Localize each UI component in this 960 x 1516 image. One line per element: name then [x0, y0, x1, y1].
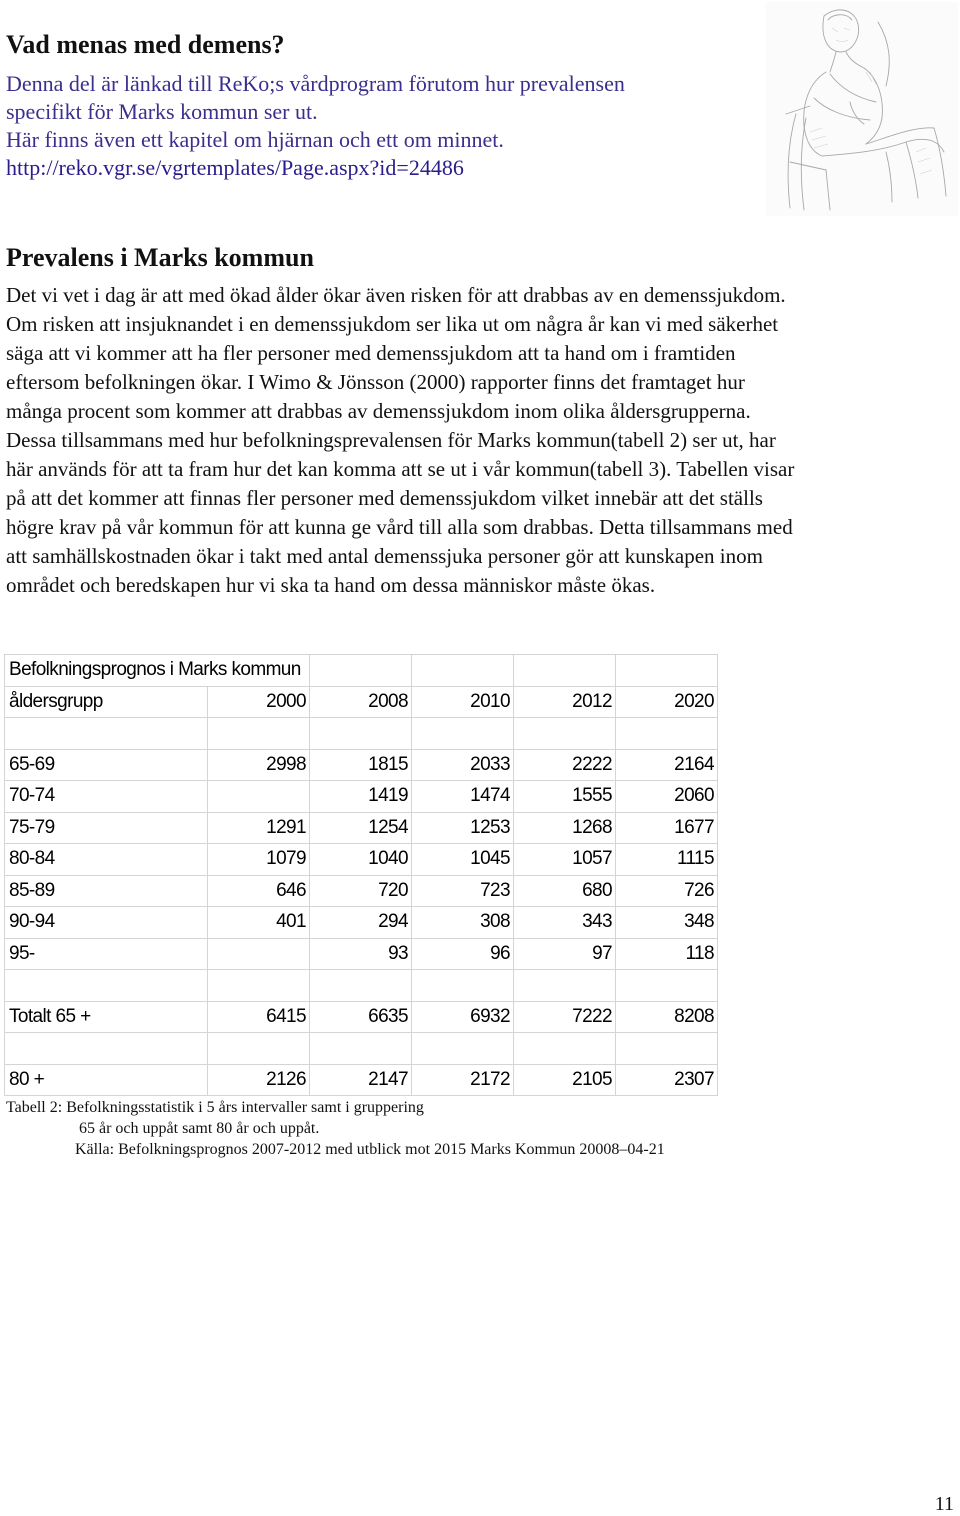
- value-cell: 1815: [310, 749, 412, 781]
- value-cell: [412, 718, 514, 750]
- value-cell: 8208: [616, 1001, 718, 1033]
- intro-paragraph: [6, 70, 746, 182]
- age-group-cell: 80 +: [5, 1064, 208, 1096]
- column-header-year: 2000: [208, 686, 310, 718]
- table-cell: [616, 655, 718, 687]
- paragraph-line: på att det kommer att finnas fler personer med demenssjukdom vilket innebär att det ställs: [6, 486, 763, 510]
- value-cell: 7222: [514, 1001, 616, 1033]
- value-cell: 6932: [412, 1001, 514, 1033]
- section-heading-prevalence: Prevalens i Marks kommun: [6, 243, 314, 272]
- value-cell: 401: [208, 907, 310, 939]
- table-row: [5, 812, 718, 844]
- value-cell: [208, 781, 310, 813]
- value-cell: 1253: [412, 812, 514, 844]
- value-cell: 1291: [208, 812, 310, 844]
- value-cell: 348: [616, 907, 718, 939]
- section-heading-dementia: Vad menas med demens?: [6, 30, 285, 59]
- value-cell: 2164: [616, 749, 718, 781]
- population-forecast-table: [4, 654, 718, 1096]
- column-header-year: 2010: [412, 686, 514, 718]
- value-cell: 1677: [616, 812, 718, 844]
- table-header-row: [5, 686, 718, 718]
- value-cell: 723: [412, 875, 514, 907]
- value-cell: [616, 970, 718, 1002]
- intro-line: Denna del är länkad till ReKo;s vårdprogram förutom hur prevalensen: [6, 71, 625, 96]
- table-cell: [310, 655, 412, 687]
- value-cell: 2060: [616, 781, 718, 813]
- column-header-year: 2012: [514, 686, 616, 718]
- age-group-cell: Totalt 65 +: [5, 1001, 208, 1033]
- value-cell: [514, 1033, 616, 1065]
- table-row: [5, 718, 718, 750]
- value-cell: 343: [514, 907, 616, 939]
- value-cell: 118: [616, 938, 718, 970]
- value-cell: 2172: [412, 1064, 514, 1096]
- pencil-sketch-seated-woman-illustration: [766, 2, 958, 216]
- value-cell: 1115: [616, 844, 718, 876]
- caption-source: Källa: Befolkningsprognos 2007-2012 med utblick mot 2015 Marks Kommun 20008–04-21: [75, 1141, 665, 1158]
- value-cell: 1474: [412, 781, 514, 813]
- value-cell: 294: [310, 907, 412, 939]
- age-group-cell: 75-79: [5, 812, 208, 844]
- value-cell: [208, 1033, 310, 1065]
- age-group-cell: [5, 970, 208, 1002]
- intro-line: Här finns även ett kapitel om hjärnan och ett om minnet.: [6, 127, 504, 152]
- value-cell: [310, 718, 412, 750]
- column-header-year: 2020: [616, 686, 718, 718]
- value-cell: 2998: [208, 749, 310, 781]
- age-group-cell: 85-89: [5, 875, 208, 907]
- table-row: [5, 1001, 718, 1033]
- value-cell: [310, 970, 412, 1002]
- table-row: [5, 875, 718, 907]
- value-cell: 97: [514, 938, 616, 970]
- value-cell: 2307: [616, 1064, 718, 1096]
- table-cell: [412, 655, 514, 687]
- value-cell: 1040: [310, 844, 412, 876]
- caption-line: 65 år och uppåt samt 80 år och uppåt.: [79, 1120, 320, 1137]
- value-cell: 308: [412, 907, 514, 939]
- value-cell: 680: [514, 875, 616, 907]
- column-header-year: 2008: [310, 686, 412, 718]
- value-cell: 720: [310, 875, 412, 907]
- value-cell: 1045: [412, 844, 514, 876]
- paragraph-line: högre krav på vår kommun för att kunna ge vård till alla som drabbas. Detta tillsammans med: [6, 515, 793, 539]
- population-forecast-table-wrapper: [4, 654, 718, 1096]
- value-cell: [514, 970, 616, 1002]
- value-cell: 2147: [310, 1064, 412, 1096]
- table-caption: [6, 1097, 665, 1160]
- value-cell: 646: [208, 875, 310, 907]
- value-cell: 93: [310, 938, 412, 970]
- prevalence-paragraph: [6, 281, 946, 600]
- value-cell: [616, 718, 718, 750]
- table-row: [5, 844, 718, 876]
- value-cell: 6635: [310, 1001, 412, 1033]
- paragraph-line: Dessa tillsammans med hur befolkningsprevalensen för Marks kommun(tabell 2) ser ut, har: [6, 428, 776, 452]
- value-cell: 1419: [310, 781, 412, 813]
- paragraph-line: eftersom befolkningen ökar. I Wimo & Jönsson (2000) rapporter finns det framtaget hur: [6, 370, 745, 394]
- value-cell: [412, 970, 514, 1002]
- value-cell: 1555: [514, 781, 616, 813]
- age-group-cell: 95-: [5, 938, 208, 970]
- value-cell: 96: [412, 938, 514, 970]
- intro-line: specifikt för Marks kommun ser ut.: [6, 99, 318, 124]
- value-cell: [208, 938, 310, 970]
- table-row: [5, 907, 718, 939]
- value-cell: [412, 1033, 514, 1065]
- value-cell: [514, 718, 616, 750]
- table-row: [5, 781, 718, 813]
- value-cell: 2222: [514, 749, 616, 781]
- paragraph-line: Det vi vet i dag är att med ökad ålder ökar även risken för att drabbas av en demenssjukdom.: [6, 283, 786, 307]
- caption-line: Tabell 2: Befolkningsstatistik i 5 års intervaller samt i gruppering: [6, 1099, 424, 1116]
- table-row: [5, 1033, 718, 1065]
- page-number: 11: [934, 1493, 954, 1515]
- age-group-cell: 70-74: [5, 781, 208, 813]
- value-cell: 6415: [208, 1001, 310, 1033]
- age-group-cell: 90-94: [5, 907, 208, 939]
- table-row: [5, 938, 718, 970]
- table-title: Befolkningsprognos i Marks kommun: [5, 655, 310, 687]
- value-cell: 1079: [208, 844, 310, 876]
- paragraph-line: många procent som kommer att drabbas av demenssjukdom inom olika åldersgrupperna.: [6, 399, 751, 423]
- value-cell: 1254: [310, 812, 412, 844]
- column-header-age-group: åldersgrupp: [5, 686, 208, 718]
- table-title-row: [5, 655, 718, 687]
- value-cell: [208, 718, 310, 750]
- table-cell: [514, 655, 616, 687]
- value-cell: 2126: [208, 1064, 310, 1096]
- table-row: [5, 1064, 718, 1096]
- paragraph-line: här används för att ta fram hur det kan komma att se ut i vår kommun(tabell 3). Tabellen visar: [6, 457, 795, 481]
- value-cell: [208, 970, 310, 1002]
- age-group-cell: 65-69: [5, 749, 208, 781]
- value-cell: 1057: [514, 844, 616, 876]
- paragraph-line: säga att vi kommer att ha fler personer med demenssjukdom att ta hand om i framtiden: [6, 341, 736, 365]
- paragraph-line: området och beredskapen hur vi ska ta hand om dessa människor måste ökas.: [6, 573, 656, 597]
- value-cell: 2105: [514, 1064, 616, 1096]
- age-group-cell: [5, 718, 208, 750]
- age-group-cell: 80-84: [5, 844, 208, 876]
- paragraph-line: Om risken att insjuknandet i en demenssjukdom ser lika ut om några år kan vi med säkerhet: [6, 312, 779, 336]
- value-cell: [310, 1033, 412, 1065]
- age-group-cell: [5, 1033, 208, 1065]
- table-row: [5, 970, 718, 1002]
- value-cell: 726: [616, 875, 718, 907]
- value-cell: [616, 1033, 718, 1065]
- value-cell: 1268: [514, 812, 616, 844]
- paragraph-line: att samhällskostnaden ökar i takt med antal demenssjuka personer gör att kunskapen inom: [6, 544, 763, 568]
- value-cell: 2033: [412, 749, 514, 781]
- reko-link[interactable]: http://reko.vgr.se/vgrtemplates/Page.aspx?id=24486: [6, 155, 464, 180]
- table-row: [5, 749, 718, 781]
